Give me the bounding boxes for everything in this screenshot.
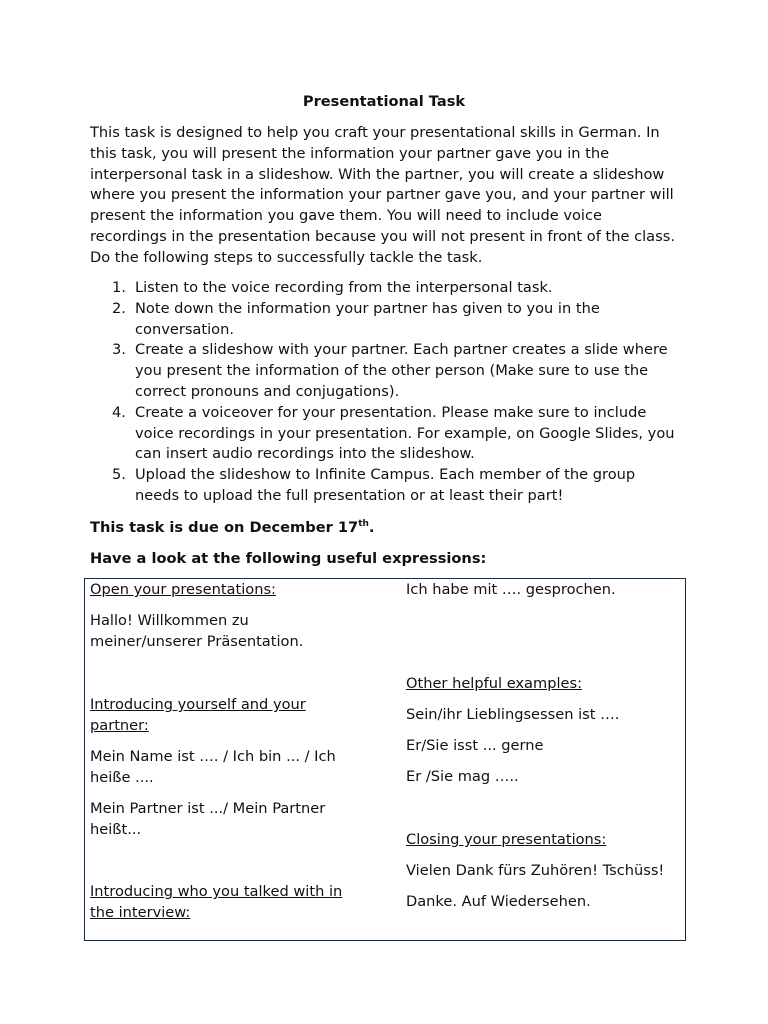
other-example-likes-eating: Er/Sie isst ... gerne xyxy=(406,737,544,754)
introduce-example-name: Mein Name ist …. / Ich bin ... / Ich heiße .... xyxy=(90,748,336,786)
open-presentations-example: Hallo! Willkommen zu meiner/unserer Präsentation. xyxy=(90,612,304,650)
step-text: Create a voiceover for your presentation. Please make sure to include voice recordings in your presentation. For example, on Google Slides, you can insert audio recordings into the slideshow. xyxy=(135,403,675,463)
introduce-example-partner: Mein Partner ist .../ Mein Partner heißt... xyxy=(90,800,326,838)
step-text: Listen to the voice recording from the interpersonal task. xyxy=(135,279,553,296)
steps-list xyxy=(90,278,680,507)
step-text: Upload the slideshow to Infinite Campus. Each member of the group needs to upload the full presentation or at least their part! xyxy=(135,466,636,504)
interview-heading: Introducing who you talked with in the interview: xyxy=(90,883,343,921)
interview-example: Ich habe mit …. gesprochen. xyxy=(406,581,616,598)
list-item xyxy=(90,465,680,507)
step-number: 2. xyxy=(112,299,126,317)
step-number: 3. xyxy=(112,341,126,359)
other-examples-heading: Other helpful examples: xyxy=(406,675,583,692)
intro-paragraph: This task is designed to help you craft your presentational skills in German. In this task, you will present the information your partner gave you in the interpersonal task in a slideshow. With the partner, you will create a slideshow where you present the information your partner gave you, and your partner will present the information you gave them. You will need to include voice recordings in the presentation because you will not present in front of the class. Do the following steps to successfully tackle the task. xyxy=(90,124,675,266)
open-presentations-heading: Open your presentations: xyxy=(90,581,276,598)
step-number: 5. xyxy=(112,466,126,484)
introduce-heading: Introducing yourself and your partner: xyxy=(90,696,306,734)
due-date-text: This task is due on December 17 xyxy=(90,519,359,536)
list-item xyxy=(90,340,680,402)
due-date-end: . xyxy=(368,519,375,536)
step-number: 1. xyxy=(112,279,126,296)
expressions-heading: Have a look at the following useful expressions: xyxy=(90,550,487,567)
list-item xyxy=(90,278,680,299)
list-item xyxy=(90,299,680,341)
other-example-favorite-food: Sein/ihr Lieblingsessen ist …. xyxy=(406,706,620,723)
step-text: Create a slideshow with your partner. Each partner creates a slide where you present the information of the other person (Make sure to use the correct pronouns and conjugations). xyxy=(135,341,668,400)
step-text: Note down the information your partner has given to you in the conversation. xyxy=(135,299,600,338)
due-date-suffix: th xyxy=(358,519,369,529)
list-item xyxy=(90,403,680,465)
document-title: Presentational Task xyxy=(302,93,466,110)
step-number: 4. xyxy=(112,403,126,421)
other-example-likes: Er /Sie mag ….. xyxy=(406,768,519,785)
due-date-line xyxy=(90,518,374,538)
closing-example-goodbye: Danke. Auf Wiedersehen. xyxy=(406,893,591,910)
closing-example-thanks: Vielen Dank fürs Zuhören! Tschüss! xyxy=(406,862,665,879)
closing-heading: Closing your presentations: xyxy=(406,831,607,848)
